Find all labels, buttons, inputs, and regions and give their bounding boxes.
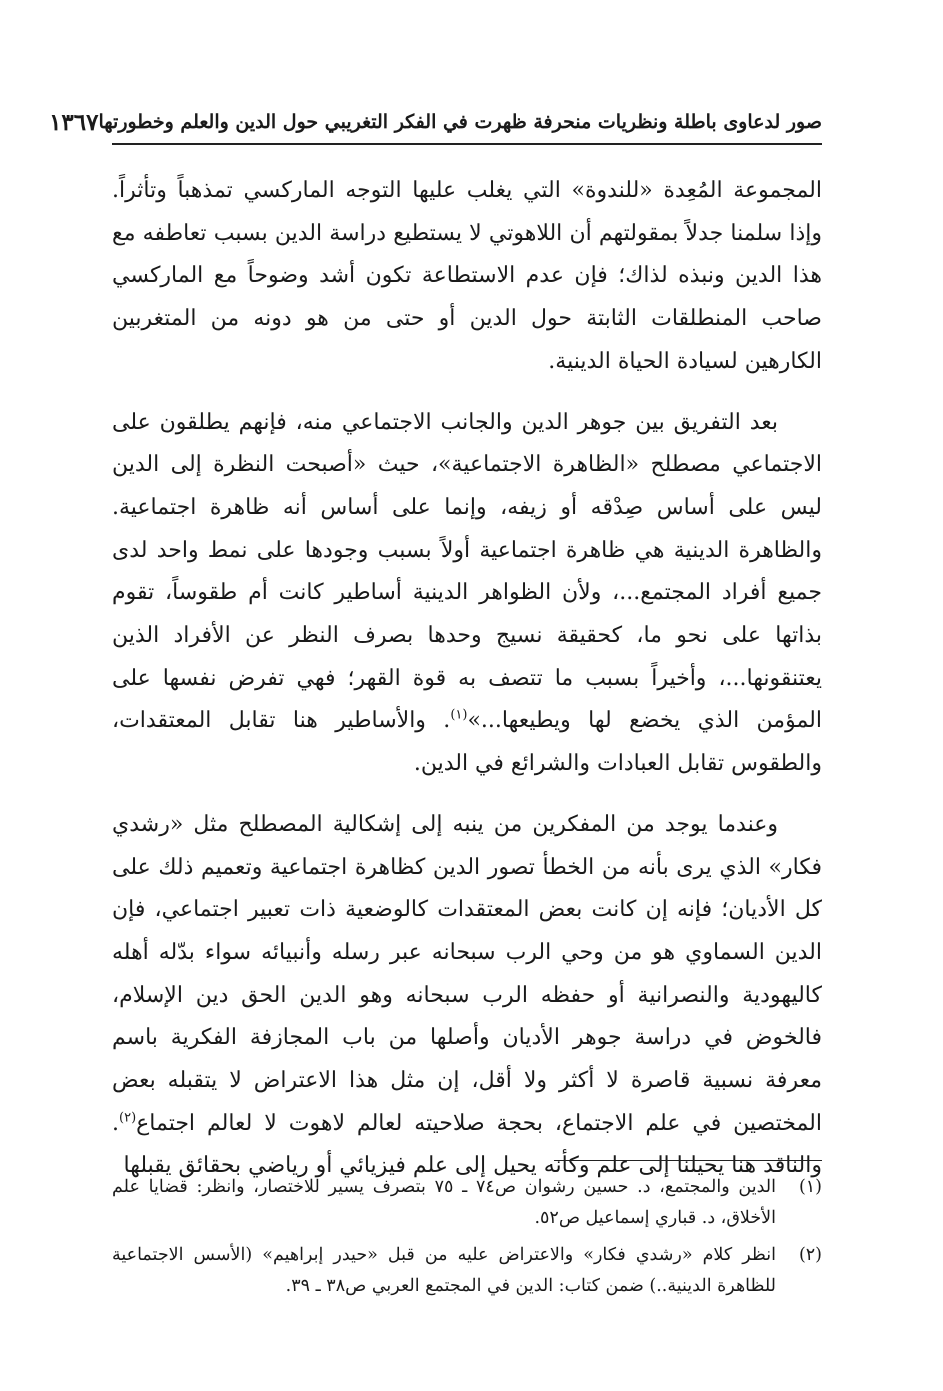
footnote-ref-2: (٢) [119, 1110, 137, 1126]
header-rule [112, 143, 822, 145]
paragraph-1: المجموعة المُعِدة «للندوة» التي يغلب عليها التوجه الماركسي تمذهباً وتأثراً. وإذا سلمنا جدلاً بمقولتهم أن اللاهوتي لا يستطيع دراسة الدين بسبب تعاطفه مع هذا الدين ونبذه لذاك؛ فإن عدم الاستطاعة تكون أشد وضوحاً مع الماركسي صاحب المنطلقات الثابتة حول الدين أو حتى من هو دونه من المتغربين الكارهين لسيادة الحياة الدينية. [112, 178, 822, 374]
footnote-2-text: انظر كلام «رشدي فكار» والاعتراض عليه من قبل «حيدر إبراهيم» (الأسس الاجتماعية للظاهرة الدينية..) ضمن كتاب: الدين في المجتمع العربي ص٣٨ ـ ٣٩. [112, 1245, 776, 1296]
page-number: ١٣٦٧ [49, 108, 99, 136]
footnote-2 [112, 1240, 822, 1302]
footnote-separator [554, 1160, 822, 1161]
paragraph-3-text: وعندما يوجد من المفكرين من ينبه إلى إشكالية المصطلح مثل «رشدي فكار» الذي يرى بأنه من الخطأ تصور الدين كظاهرة اجتماعية وتعميم ذلك على كل الأديان؛ فإنه إن كانت بعض المعتقدات كالوضعية ذات تعبير اجتماعي، فإن الدين السماوي هو من وحي الرب سبحانه عبر رسله وأنبيائه سواء بدّله أهله كاليهودية والنصرانية أو حفظه الرب سبحانه وهو الدين الحق دين الإسلام، فالخوض في دراسة جوهر الأديان وأصلها من باب المجازفة الفكرية باسم معرفة نسبية قاصرة لا أكثر ولا أقل، إن مثل هذا الاعتراض لا يتقبله بعض المختصين في علم الاجتماع، بحجة صلاحيته لعالم لاهوت لا لعالم اجتماع [112, 811, 822, 1136]
paragraph-3 [112, 804, 822, 1188]
paragraph-3-tail: . والناقد هنا يحيلنا إلى علم وكأنه يحيل إلى علم فيزيائي أو رياضي بحقائق يقبلها [112, 1110, 822, 1179]
footnote-2-number: (٢) [798, 1245, 822, 1265]
footnote-ref-1: (١) [450, 708, 468, 724]
paragraph-2-text: بعد التفريق بين جوهر الدين والجانب الاجتماعي منه، فإنهم يطلقون على الاجتماعي مصطلح «الظاهرة الاجتماعية»، حيث «أصبحت النظرة إلى الدين ليس على أساس صِدْقه أو زيفه، وإنما على أساس أنه ظاهرة اجتماعية. والظاهرة الدينية هي ظاهرة اجتماعية أولاً بسبب وجودها على نمط واحد لدى جميع أفراد المجتمع...، ولأن الظواهر الدينية أساطير كانت أم طقوساً، تقوم بذاتها على نحو ما، كحقيقة نسيج وحدها بصرف النظر عن الأفراد الذين يعتنقونها...، وأخيراً بسبب ما تتصف به قوة القهر؛ فهي تفرض نفسها على المؤمن الذي يخضع لها ويطيعها...» [112, 409, 822, 734]
running-title: صور لدعاوى باطلة ونظريات منحرفة ظهرت في الفكر التغريبي حول الدين والعلم وخطورتها [98, 111, 822, 133]
footnote-1-number: (١) [798, 1177, 822, 1197]
paragraph-2-tail: . والأساطير هنا تقابل المعتقدات، والطقوس تقابل العبادات والشرائع في الدين. [112, 708, 822, 777]
body-text [112, 170, 822, 1188]
footnote-1 [112, 1172, 822, 1234]
footnotes [112, 1172, 822, 1308]
running-header [49, 104, 822, 140]
paragraph-2 [112, 402, 822, 786]
footnote-1-text: الدين والمجتمع، د. حسين رشوان ص٧٤ ـ ٧٥ بتصرف يسير للاختصار، وانظر: قضايا علم الأخلاق، د. قباري إسماعيل ص٥٢. [112, 1177, 776, 1228]
book-page [49, 0, 822, 1391]
